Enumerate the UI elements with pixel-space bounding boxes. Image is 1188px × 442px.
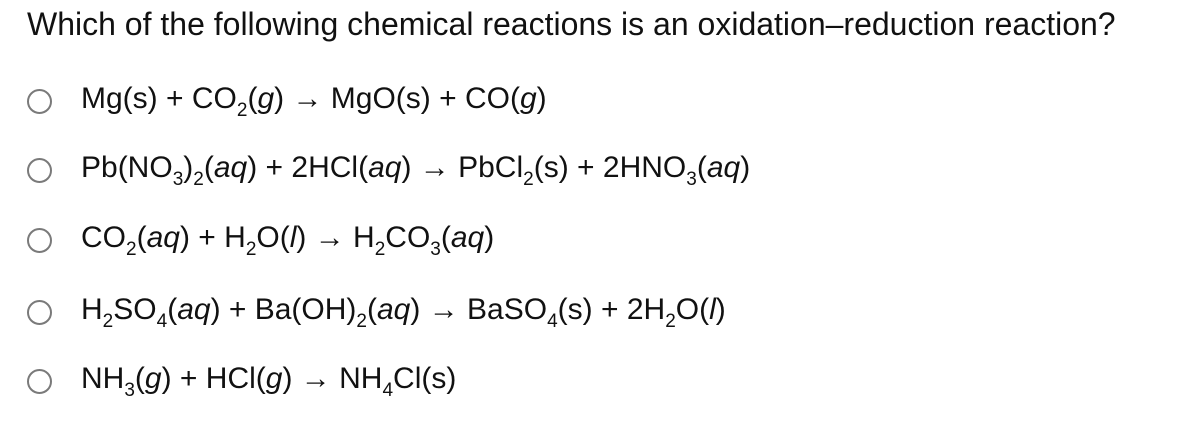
equation-text: ) — [536, 82, 547, 115]
equation-text: aq — [450, 221, 485, 254]
equation-text: aq — [146, 221, 180, 254]
equation-text: ) — [183, 151, 194, 184]
radio-button-a[interactable] — [27, 89, 52, 114]
equation-text: ( — [367, 293, 377, 326]
equation-text: aq — [213, 151, 248, 184]
equation-text: ) + Ba(OH) — [210, 293, 357, 326]
equation-text: (s) + 2HNO — [533, 151, 687, 184]
equation-text: aq — [377, 293, 411, 326]
equation-text: aq — [368, 151, 402, 184]
equation-subscript: 2 — [356, 311, 367, 332]
equation-text: ) → NH — [282, 362, 383, 395]
equation-text: ) → MgO(s) + CO( — [274, 82, 520, 115]
equation-text: Pb(NO — [81, 151, 173, 184]
equation-text: g — [519, 82, 537, 115]
equation-subscript: 3 — [686, 169, 697, 190]
equation-subscript: 3 — [430, 239, 441, 260]
equation-subscript: 2 — [245, 239, 257, 260]
equation-text: ( — [247, 82, 258, 115]
equation-text: l — [289, 221, 297, 254]
option-c-equation — [81, 216, 494, 264]
equation-text: (s) + 2H — [557, 293, 666, 326]
equation-text: ( — [134, 362, 145, 395]
equation-text: g — [257, 82, 275, 115]
option-b-equation — [81, 146, 750, 194]
equation-text: aq — [177, 293, 211, 326]
equation-text: CO — [81, 221, 126, 254]
equation-text: O( — [675, 293, 710, 326]
equation-text: ) + HCl( — [161, 362, 266, 395]
option-b[interactable] — [27, 148, 750, 192]
equation-text: NH — [81, 362, 125, 395]
option-a-equation — [81, 77, 547, 125]
equation-subscript: 2 — [102, 311, 114, 332]
equation-text: O( — [256, 221, 290, 254]
equation-subscript: 2 — [665, 311, 676, 332]
equation-subscript: 2 — [126, 239, 137, 260]
equation-text: H — [81, 293, 103, 326]
radio-button-d[interactable] — [27, 300, 52, 325]
option-c[interactable] — [27, 218, 494, 262]
option-d-equation — [81, 288, 726, 336]
equation-subscript: 4 — [382, 380, 394, 401]
option-d[interactable] — [27, 290, 726, 334]
equation-subscript: 4 — [156, 311, 168, 332]
radio-button-b[interactable] — [27, 158, 52, 183]
equation-subscript: 2 — [193, 169, 204, 190]
equation-text: g — [144, 362, 162, 395]
equation-text: ) — [740, 151, 751, 184]
equation-text: g — [265, 362, 283, 395]
equation-text: ) + H — [179, 221, 246, 254]
equation-text: ) — [715, 293, 726, 326]
equation-text: ( — [696, 151, 707, 184]
equation-subscript: 2 — [374, 239, 386, 260]
equation-text: SO — [113, 293, 157, 326]
equation-text: CO — [385, 221, 431, 254]
option-a[interactable] — [27, 79, 547, 123]
equation-text: aq — [706, 151, 741, 184]
equation-text: ) + 2HCl( — [247, 151, 369, 184]
equation-text: ) → PbCl — [401, 151, 524, 184]
equation-text: ) → BaSO — [410, 293, 548, 326]
equation-text: Mg(s) + CO — [81, 82, 237, 115]
equation-text: ( — [167, 293, 178, 326]
equation-text: ( — [203, 151, 214, 184]
question-text: Which of the following chemical reactions is an oxidation–reduction reaction? — [27, 6, 1116, 42]
equation-subscript: 2 — [236, 100, 248, 121]
radio-button-c[interactable] — [27, 228, 52, 253]
equation-text: ( — [440, 221, 451, 254]
equation-subscript: 2 — [523, 169, 534, 190]
option-e-equation — [81, 357, 456, 405]
option-e[interactable] — [27, 359, 456, 403]
equation-text: ) → H — [296, 221, 375, 254]
equation-text: Cl(s) — [393, 362, 457, 395]
equation-text: l — [709, 293, 716, 326]
equation-subscript: 4 — [547, 311, 558, 332]
equation-subscript: 3 — [124, 380, 135, 401]
equation-text: ( — [136, 221, 147, 254]
equation-text: ) — [484, 221, 495, 254]
radio-button-e[interactable] — [27, 369, 52, 394]
equation-subscript: 3 — [172, 169, 184, 190]
